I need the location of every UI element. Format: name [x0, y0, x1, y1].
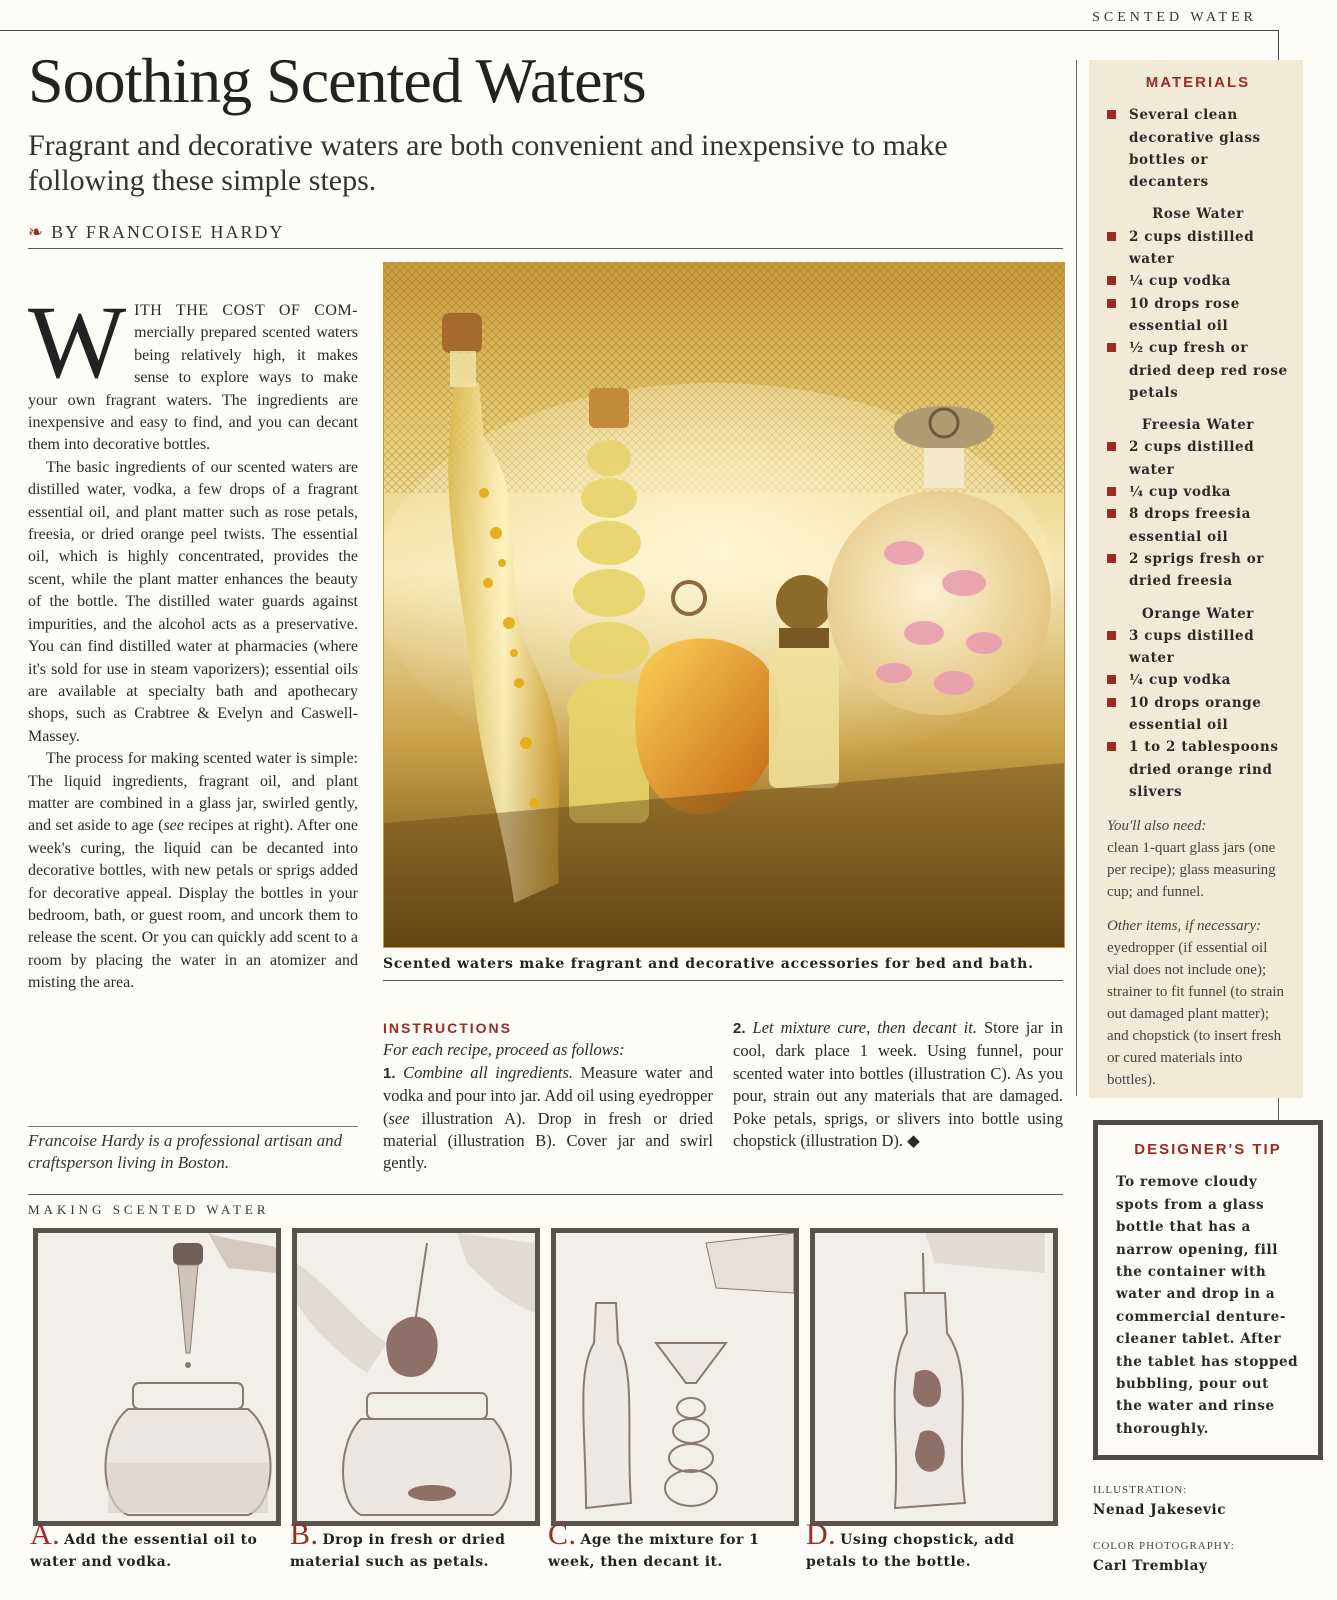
also-need-lead: You'll also need:: [1107, 818, 1207, 835]
byline-rule: [28, 248, 1063, 249]
material-item: 2 cups distilled water: [1107, 436, 1289, 481]
illustration-credit-label: ILLUSTRATION:: [1093, 1484, 1188, 1496]
step-caption-a: [30, 1518, 280, 1573]
chopstick-bottle-illustration: [815, 1233, 1053, 1521]
recipe-name-freesia: Freesia Water: [1141, 417, 1255, 434]
caption-rule: [383, 980, 1063, 981]
recipe-name-orange: Orange Water: [1141, 605, 1255, 622]
illustration-credit-name: Nenad Jakesevic: [1093, 1502, 1227, 1518]
petal-jar-illustration: [297, 1233, 535, 1521]
step-letter-b: B.: [290, 1518, 319, 1551]
tip-connector-rule: [1278, 1098, 1279, 1120]
end-mark-icon: ◆: [907, 1131, 920, 1151]
bottles-photo-art: [384, 263, 1064, 947]
also-need-text: clean 1-quart glass jars (one per recipe); glass measuring cup; and funnel.: [1107, 840, 1276, 901]
step-caption-d: [806, 1518, 1056, 1573]
freesia-water-list: [1107, 436, 1289, 592]
step-1-text-b: illustration A). Drop in fresh or dried material (illustration B). Cover jar and swirl gently.: [383, 1108, 713, 1173]
rose-water-list: [1107, 226, 1289, 404]
paragraph-3-see: see: [163, 817, 184, 835]
material-item: 10 drops rose essential oil: [1107, 293, 1289, 338]
step-1-text-a: Measure water and vodka and pour into jar. Add oil using eyedropper (: [383, 1062, 713, 1128]
instructions-heading: INSTRUCTIONS: [383, 1020, 512, 1036]
bottles-photo: [383, 262, 1065, 948]
step-1-lead: Combine all ingredients.: [403, 1062, 573, 1082]
step-text-a: Add the essential oil to water and vodka.: [30, 1532, 258, 1570]
designers-tip-text: To remove cloudy spots from a glass bottle that has a narrow opening, fill the container with water and drop in a commercial denture-cleaner tablet. After the tablet has stopped bubbling, pour out the water and rinse thoroughly.: [1116, 1174, 1299, 1437]
paragraph-2: The basic ingredients of our scented waters are distilled water, vodka, a few drops of a fragrant essential oil, and plant matter such as rose petals, freesia, or dried orange peel twists. The essential oil, which is highly concentrated, provides the scent, while the plant matter enhances the beauty of the bottle. The distilled water guards against impurities, and the alcohol acts as a preservative. You can find distilled water at pharmacies (where it's sold for use in steam vaporizers); essential oils are available at specialty bath and apothecary shops, such as Crabtree & Evelyn and Caswell-Massey.: [28, 458, 358, 745]
leaf-ornament-icon: ❧: [28, 222, 46, 242]
material-item: 1 to 2 tablespoons dried orange rind slivers: [1107, 736, 1289, 803]
illustration-c: [551, 1228, 799, 1526]
step-1-see: see: [388, 1108, 410, 1128]
running-head: SCENTED WATER: [1092, 10, 1257, 25]
paragraph-1: [28, 285, 358, 457]
illustration-d: [810, 1228, 1058, 1526]
materials-title: MATERIALS: [1145, 74, 1251, 91]
photo-credit-label: COLOR PHOTOGRAPHY:: [1093, 1540, 1235, 1552]
recipe-name-rose: Rose Water: [1152, 206, 1244, 223]
author-bio: Francoise Hardy is a professional artisan and craftsperson living in Boston.: [28, 1131, 343, 1172]
step-text-b: Drop in fresh or dried material such as petals.: [290, 1532, 506, 1570]
bio-rule: [28, 1126, 358, 1127]
top-rule-tick: [1278, 30, 1279, 60]
paragraph-3-b: recipes at right). After one week's curing, the liquid can be decanted into decorative bottles, with new petals or sprigs added for decorative appeal. Display the bottles in your bedroom, bath, or guest room, and uncork them to release the scent. Or you can quickly add scent to a room by placing the water in an atomizer and misting the area.: [28, 817, 358, 992]
instructions-intro: For each recipe, proceed as follows:: [383, 1040, 625, 1060]
instructions-col-2: [733, 1017, 1063, 1152]
step-caption-b: [290, 1518, 540, 1573]
step-2-text: Store jar in cool, dark place 1 week. Using funnel, pour scented water into bottles (illustration C). As you pour, strain out any materials that are damaged. Poke petals, sprigs, or slivers into bottle using chopstick (illustration D).: [733, 1018, 1064, 1151]
steps-label: MAKING SCENTED WATER: [28, 1202, 270, 1217]
sidebar-rule: [1076, 60, 1077, 1096]
dropper-jar-illustration: [38, 1233, 276, 1521]
other-items: [1107, 915, 1289, 1091]
instructions-col-1: [383, 1017, 713, 1175]
material-item: ¼ cup vodka: [1107, 270, 1289, 292]
also-need: [1107, 815, 1289, 903]
byline-text: BY FRANCOISE HARDY: [51, 222, 285, 242]
instruction-step-2: [733, 1017, 1063, 1152]
article-title: Soothing Scented Waters: [28, 45, 646, 116]
step-letter-d: D.: [806, 1518, 837, 1551]
article-body: [28, 285, 358, 995]
other-items-text: eyedropper (if essential oil vial does not include one); strainer to fit funnel (to strain out damaged plant matter); and chopstick (to insert fresh or cured materials into bottles).: [1107, 940, 1285, 1089]
designers-tip-box: [1093, 1120, 1323, 1460]
materials-sidebar: [1089, 60, 1303, 1098]
other-items-lead: Other items, if necessary:: [1107, 918, 1262, 935]
byline: [28, 222, 284, 243]
material-item: Several clean decorative glass bottles or decanters: [1107, 104, 1289, 193]
photo-caption: Scented waters make fragrant and decorative accessories for bed and bath.: [383, 956, 1034, 972]
step-2-number: 2.: [733, 1020, 746, 1037]
funnel-bottles-illustration: [556, 1233, 794, 1521]
material-item: 10 drops orange essential oil: [1107, 692, 1289, 737]
lead-smallcaps: ITH THE COST OF COM-: [134, 302, 358, 319]
instruction-step-1: [383, 1062, 713, 1175]
material-item: ½ cup fresh or dried deep red rose petals: [1107, 337, 1289, 404]
material-item: 2 cups distilled water: [1107, 226, 1289, 271]
drop-cap: W: [28, 285, 127, 400]
paragraph-3: [28, 748, 358, 994]
orange-water-list: [1107, 625, 1289, 803]
material-item: ¼ cup vodka: [1107, 669, 1289, 691]
photo-credit-name: Carl Tremblay: [1093, 1558, 1208, 1574]
material-item: 3 cups distilled water: [1107, 625, 1289, 670]
step-letter-c: C.: [548, 1518, 577, 1551]
article-dek: Fragrant and decorative waters are both convenient and inexpensive to make following these simple steps.: [28, 129, 948, 197]
material-item: ¼ cup vodka: [1107, 481, 1289, 503]
step-2-lead: Let mixture cure, then decant it.: [752, 1018, 977, 1037]
step-letter-a: A.: [30, 1518, 61, 1551]
step-text-d: Using chopstick, add petals to the bottle.: [806, 1532, 1015, 1570]
material-item: 2 sprigs fresh or dried freesia: [1107, 548, 1289, 593]
designers-tip-title: DESIGNER'S TIP: [1134, 1141, 1282, 1158]
top-rule: [0, 30, 1278, 31]
illustration-a: [33, 1228, 281, 1526]
step-1-number: 1.: [383, 1064, 396, 1082]
steps-rule: [28, 1194, 1063, 1195]
illustration-b: [292, 1228, 540, 1526]
materials-general-list: [1107, 104, 1289, 193]
paragraph-3-a: The process for making scented water is simple: The liquid ingredients, fragrant oil, and plant matter are combined in a glass jar, swirled gently, and set aside to age (: [28, 750, 358, 835]
step-text-c: Age the mixture for 1 week, then decant it.: [548, 1532, 760, 1570]
step-caption-c: [548, 1518, 798, 1573]
paragraph-1-rest: mercially prepared scented waters being relatively high, it makes sense to explore ways to make your own fragrant waters. The ingredients are inexpensive and easy to find, and you can decant them into decorative bottles.: [28, 324, 358, 454]
material-item: 8 drops freesia essential oil: [1107, 503, 1289, 548]
